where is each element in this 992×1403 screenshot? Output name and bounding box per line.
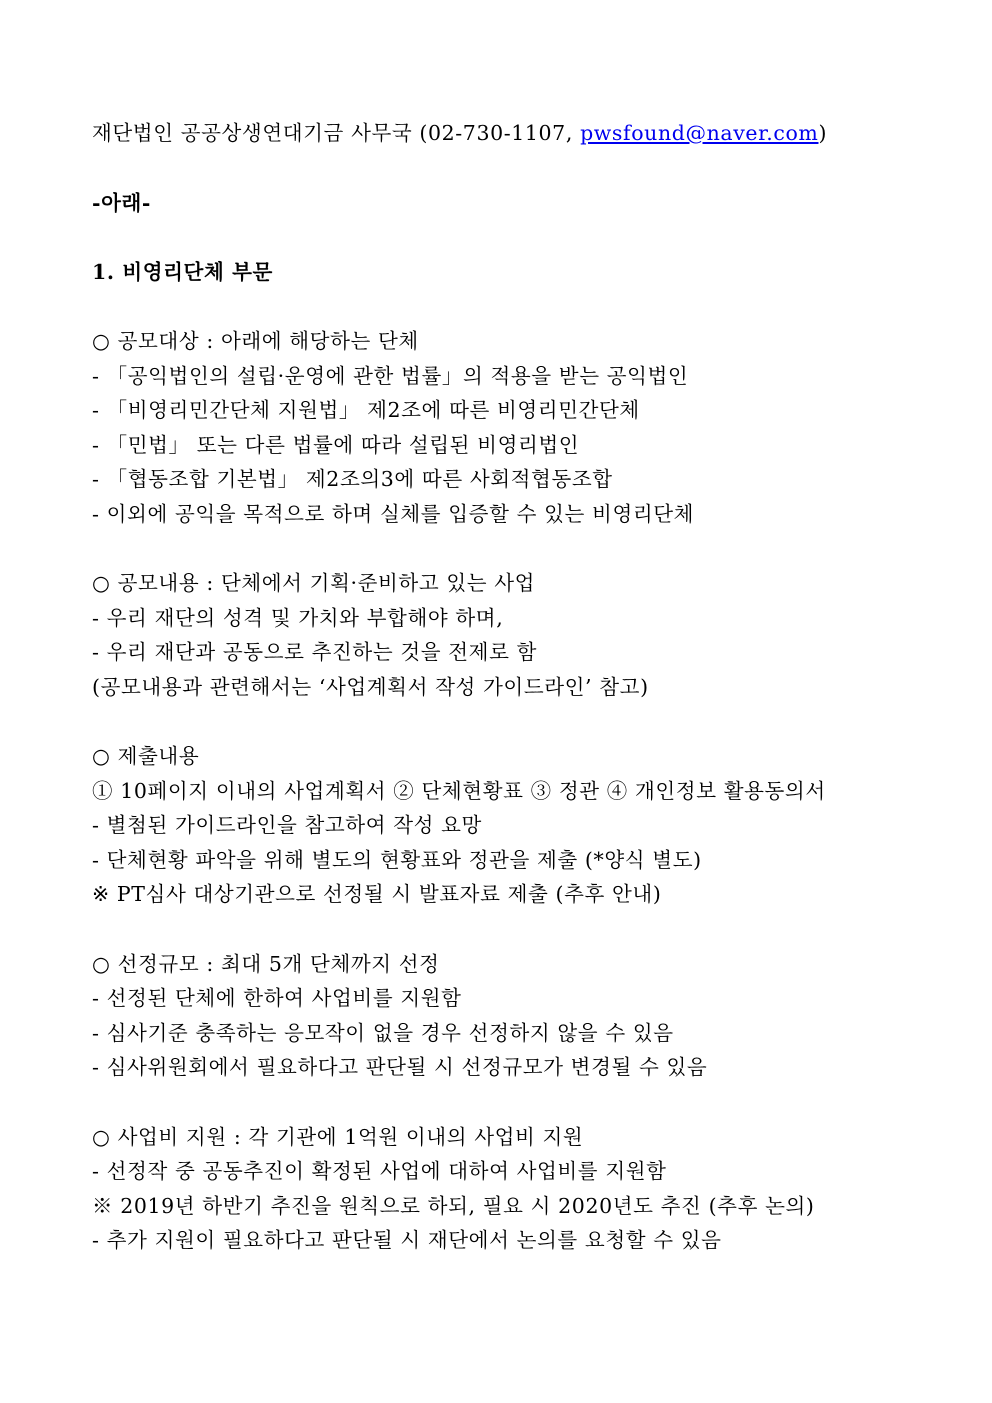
block-1-heading: ○ 공모대상 : 아래에 해당하는 단체 <box>92 329 419 353</box>
block-5-note: ※ 2019년 하반기 추진을 원칙으로 하되, 필요 시 2020년도 추진 (추후 논의) <box>92 1194 815 1218</box>
block-2-heading: ○ 공모내용 : 단체에서 기획·준비하고 있는 사업 <box>92 571 536 595</box>
block-1-item: - 「공익법인의 설립·운영에 관한 법률」의 적용을 받는 공익법인 <box>92 364 689 388</box>
contact-line <box>92 119 827 147</box>
block-1-item: - 「비영리민간단체 지원법」 제2조에 따른 비영리민간단체 <box>92 398 640 422</box>
block-3-heading: ○ 제출내용 <box>92 744 200 768</box>
block-2-item: (공모내용과 관련해서는 ‘사업계획서 작성 가이드라인’ 참고) <box>92 675 649 699</box>
block-4-heading: ○ 선정규모 : 최대 5개 단체까지 선정 <box>92 952 440 976</box>
section-title: 1. 비영리단체 부문 <box>92 260 273 284</box>
block-2-item: - 우리 재단과 공동으로 추진하는 것을 전제로 함 <box>92 640 537 664</box>
notice-heading: -아래- <box>92 191 152 215</box>
block-5-heading: ○ 사업비 지원 : 각 기관에 1억원 이내의 사업비 지원 <box>92 1125 584 1149</box>
block-4-item: - 심사기준 충족하는 응모작이 없을 경우 선정하지 않을 수 있음 <box>92 1021 674 1045</box>
block-4-item: - 선정된 단체에 한하여 사업비를 지원함 <box>92 986 462 1010</box>
block-1-item: - 「민법」 또는 다른 법률에 따라 설립된 비영리법인 <box>92 433 580 457</box>
block-4-item: - 심사위원회에서 필요하다고 판단될 시 선정규모가 변경될 수 있음 <box>92 1055 708 1079</box>
block-5-item: - 선정작 중 공동추진이 확정된 사업에 대하여 사업비를 지원함 <box>92 1159 667 1183</box>
block-1-item: - 이외에 공익을 목적으로 하며 실체를 입증할 수 있는 비영리단체 <box>92 502 695 526</box>
block-2-item: - 우리 재단의 성격 및 가치와 부합해야 하며, <box>92 606 504 630</box>
block-5-item: - 추가 지원이 필요하다고 판단될 시 재단에서 논의를 요청할 수 있음 <box>92 1228 722 1252</box>
contact-suffix: ) <box>818 121 828 145</box>
email-link[interactable]: pwsfound@naver.com <box>580 121 819 145</box>
block-1-item: - 「협동조합 기본법」 제2조의3에 따른 사회적협동조합 <box>92 467 613 491</box>
block-3-item: - 단체현황 파악을 위해 별도의 현황표와 정관을 제출 (*양식 별도) <box>92 848 702 872</box>
block-3-item: - 별첨된 가이드라인을 참고하여 작성 요망 <box>92 813 482 837</box>
block-3-item: ① 10페이지 이내의 사업계획서 ② 단체현황표 ③ 정관 ④ 개인정보 활용동의서 <box>92 779 826 803</box>
contact-prefix: 재단법인 공공상생연대기금 사무국 (02-730-1107, <box>92 121 581 145</box>
block-3-note: ※ PT심사 대상기관으로 선정될 시 발표자료 제출 (추후 안내) <box>92 882 662 906</box>
